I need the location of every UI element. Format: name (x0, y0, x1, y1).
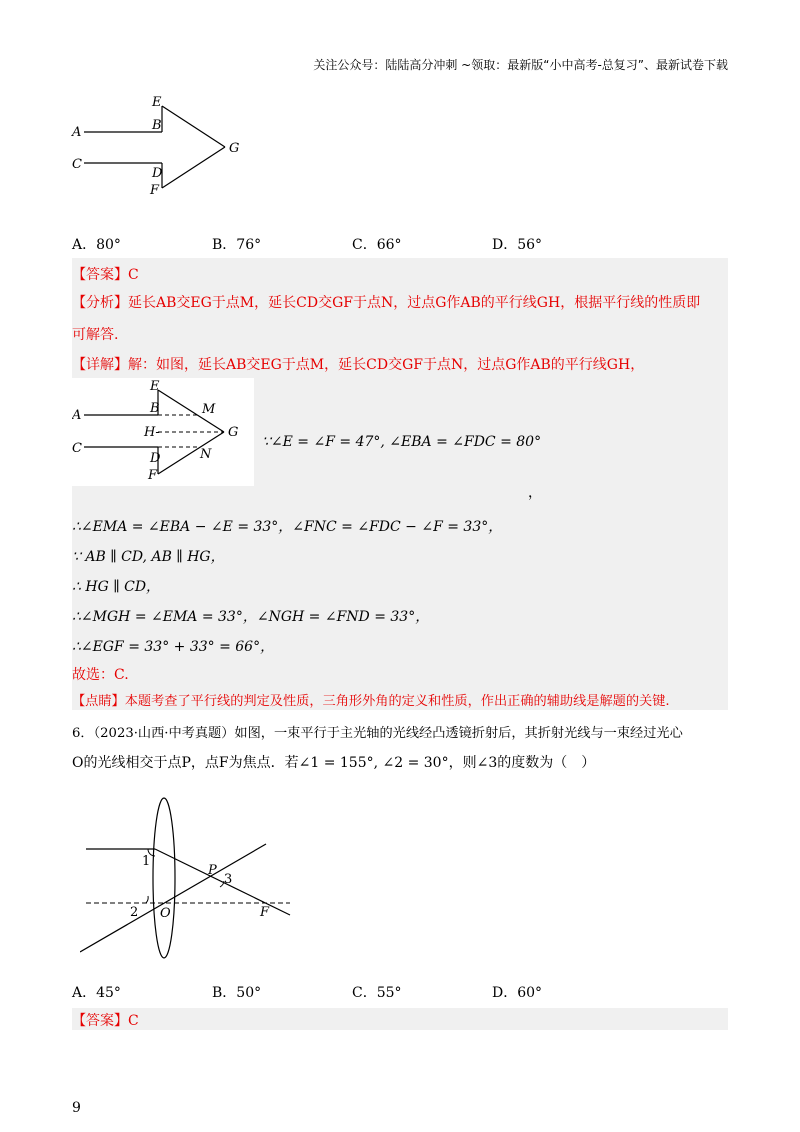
fig1-label-f: F (150, 183, 160, 198)
page-number: 9 (72, 1100, 81, 1116)
q6-answer: 【答案】C (72, 1013, 139, 1029)
q5-analysis: 【分析】延长AB交EG于点M，延长CD交GF于点N，过点G作AB的平行线GH，根据平行线的性质即 (72, 295, 701, 311)
q5-option-c[interactable]: C．66° (352, 237, 402, 253)
fig2-label-h: H- (144, 425, 160, 440)
fig3-label-f: F (260, 905, 270, 920)
q5-given-comma: ， (528, 485, 542, 501)
q5-answer: 【答案】C (72, 267, 139, 283)
q5-options (72, 234, 632, 254)
q5-step-3: ∴ HG ∥ CD， (72, 579, 161, 595)
q6-option-d[interactable]: D．60° (492, 985, 543, 1001)
fig3-label-o: O (160, 906, 171, 921)
fig1-label-d: D (152, 166, 163, 181)
fig2-label-g: G (228, 425, 239, 440)
figure-convex-lens (80, 792, 300, 964)
q6-answer-block (72, 1008, 728, 1030)
q6-option-b[interactable]: B．50° (212, 985, 262, 1001)
q6-stem-line1: 6．（2023·山西·中考真题）如图，一束平行于主光轴的光线经凸透镜折射后，其折射光线与一束经过光心 (72, 726, 683, 741)
q5-step-5: ∴∠EGF = 33° + 33° = 66°， (72, 639, 275, 655)
page-header: 关注公众号：陆陆高分冲刺 ~领取：最新版“小中高考-总复习”、最新试卷下载 (313, 58, 728, 72)
q5-step-2: ∵ AB ∥ CD, AB ∥ HG， (72, 549, 225, 565)
fig2-label-a: A (72, 408, 82, 423)
q6-options (72, 982, 632, 1002)
q6-option-a[interactable]: A．45° (72, 985, 121, 1001)
figure-auxiliary-lines (72, 378, 254, 486)
fig1-label-a: A (72, 125, 82, 140)
q5-detail: 【详解】解：如图，延长AB交EG于点M，延长CD交GF于点N，过点G作AB的平行线GH， (72, 357, 645, 373)
q5-analysis-cont: 可解答. (72, 327, 119, 343)
fig2-label-m: M (202, 402, 216, 417)
fig1-label-g: G (229, 141, 240, 156)
q5-step-1: ∴∠EMA = ∠EBA − ∠E = 33°，∠FNC = ∠FDC − ∠F = 33°， (72, 519, 503, 535)
fig1-label-e: E (152, 95, 162, 110)
fig3-angle-3: 3 (224, 872, 233, 887)
fig2-label-b: B (150, 401, 160, 416)
q5-given: ∵∠E = ∠F = 47°, ∠EBA = ∠FDC = 80° (262, 434, 542, 450)
q5-step-4: ∴∠MGH = ∠EMA = 33°，∠NGH = ∠FND = 33°， (72, 609, 430, 625)
q5-choice: 故选：C. (72, 667, 129, 683)
fig2-label-c: C (72, 441, 82, 456)
figure-arrow-diagram (70, 92, 250, 202)
q6-option-c[interactable]: C．55° (352, 985, 402, 1001)
fig2-label-d: D (150, 451, 161, 466)
q6-stem-line2: O的光线相交于点P，点F为焦点．若∠1 = 155°, ∠2 = 30°，则∠3的度数为（ ） (72, 755, 596, 771)
q5-comment: 【点睛】本题考查了平行线的判定及性质，三角形外角的定义和性质，作出正确的辅助线是解题的关键. (72, 694, 670, 709)
fig3-angle-1: 1 (142, 854, 151, 869)
q5-option-a[interactable]: A．80° (72, 237, 121, 253)
fig2-label-e: E (150, 379, 160, 394)
fig2-label-n: N (200, 447, 212, 462)
fig3-label-p: P (208, 863, 217, 878)
fig1-label-c: C (72, 157, 82, 172)
q5-option-d[interactable]: D．56° (492, 237, 543, 253)
q5-option-b[interactable]: B．76° (212, 237, 262, 253)
fig2-label-f: F (148, 468, 158, 483)
fig1-label-b: B (152, 118, 162, 133)
fig3-angle-2: 2 (130, 905, 139, 920)
